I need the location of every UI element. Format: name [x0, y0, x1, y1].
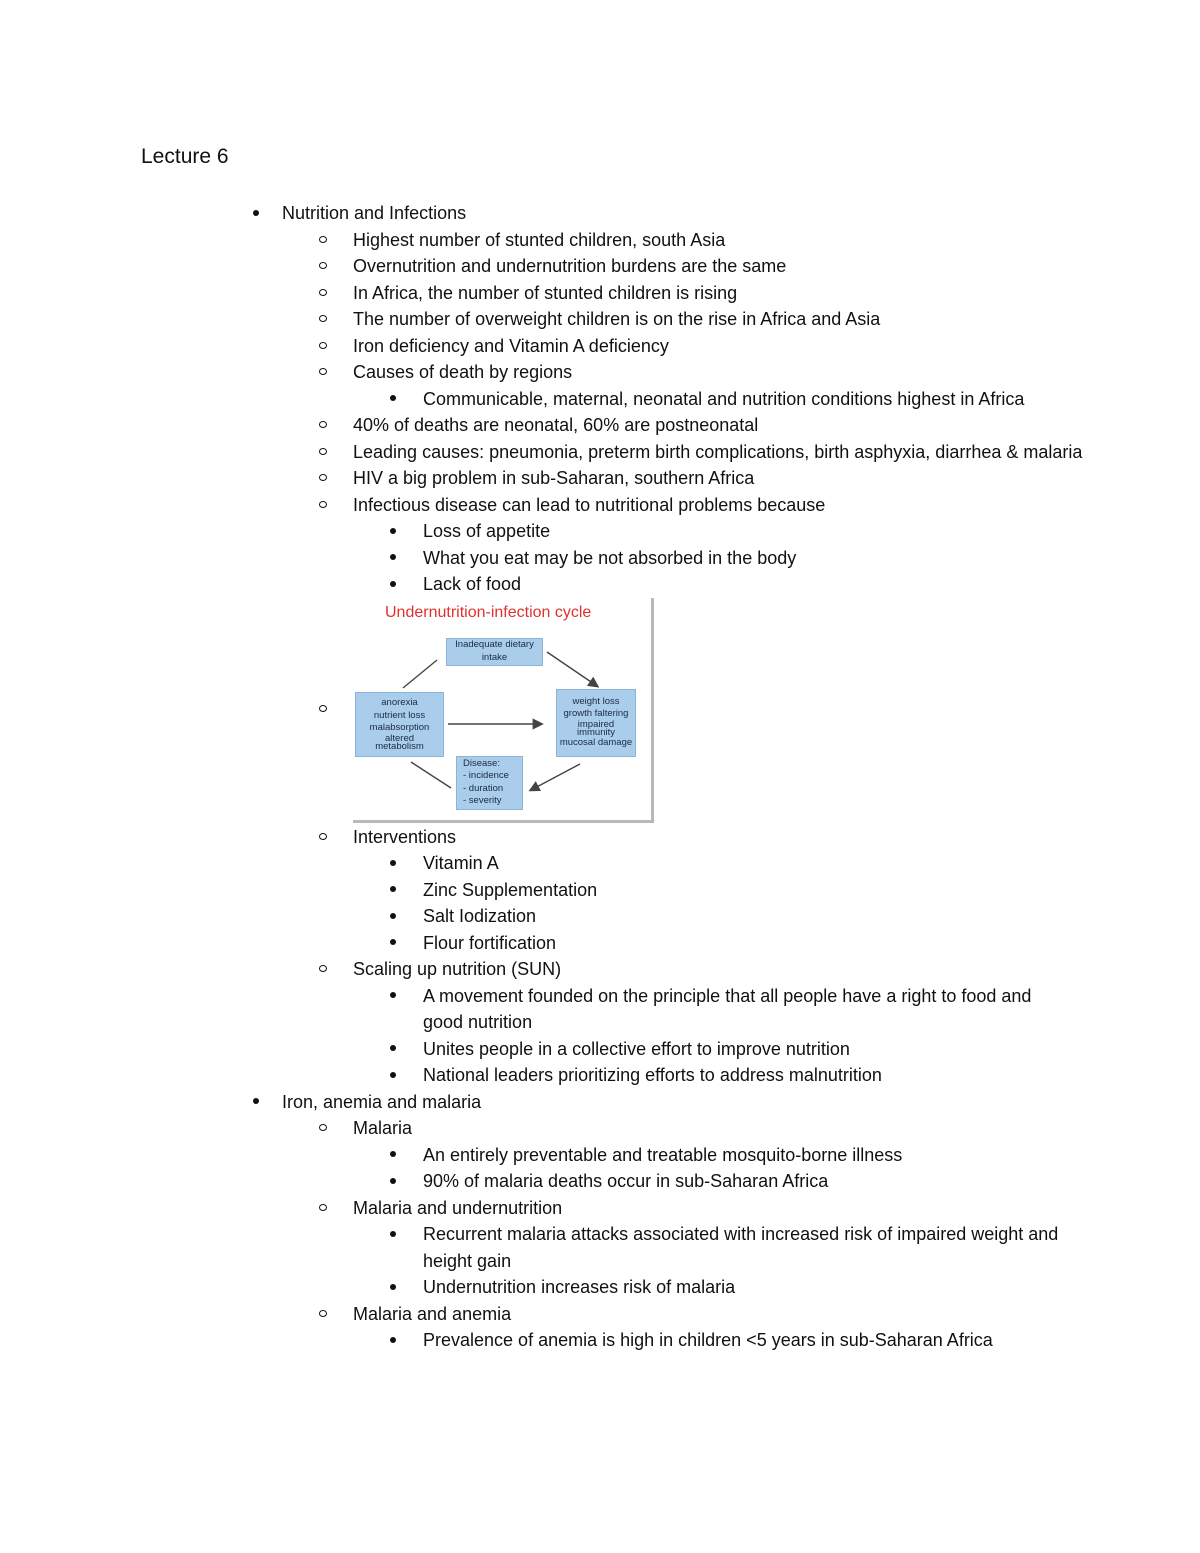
solid-bullet-icon: [390, 850, 396, 877]
outline-item-text: National leaders prioritizing efforts to address malnutrition: [423, 1065, 882, 1085]
outline-item-level-3: [0, 1274, 1063, 1301]
outline-item-level-2: [0, 824, 1200, 851]
outline-item-level-2: [0, 412, 1200, 439]
outline-item-text: Undernutrition increases risk of malaria: [423, 1277, 736, 1297]
solid-bullet-icon: [253, 1089, 259, 1116]
figure-title: Undernutrition-infection cycle: [385, 603, 592, 621]
hollow-bullet-icon: [319, 253, 327, 280]
outline-item-level-2: [0, 492, 1200, 519]
box-text: malabsorption: [369, 722, 430, 734]
diagram-list-item: [0, 598, 1200, 824]
outline-item-level-2: [0, 1195, 1200, 1222]
undernutrition-infection-cycle-figure: [353, 598, 654, 823]
outline-item-text: Salt Iodization: [423, 906, 537, 926]
outline-item-text: Vitamin A: [423, 853, 499, 873]
outline-item-level-2: [0, 227, 1200, 254]
outline-item-text: Scaling up nutrition (SUN): [353, 959, 562, 979]
box-text: growth faltering: [563, 708, 629, 720]
box-text: weight loss: [572, 695, 620, 707]
box-text: Inadequate dietary: [455, 639, 534, 650]
outline-item-level-3: [0, 877, 1063, 904]
outline-item-level-2: [0, 333, 1200, 360]
outline-item-level-3: [0, 1168, 1063, 1195]
outline-section-continued: [0, 824, 1200, 1354]
outline-item-text: Iron deficiency and Vitamin A deficiency: [353, 335, 669, 356]
solid-bullet-icon: [390, 983, 396, 1010]
box-text: anorexia: [381, 697, 418, 709]
box-text: metabolism: [375, 740, 424, 752]
outline-item-level-2: [0, 465, 1200, 492]
outline-item-level-3: [0, 545, 1063, 572]
box-text: immunity: [576, 726, 615, 738]
solid-bullet-icon: [390, 903, 396, 930]
outline-item-level-3: [0, 1327, 1063, 1354]
outline-item-level-3: [0, 571, 1063, 598]
outline-item-level-3: [0, 1062, 1063, 1089]
solid-bullet-icon: [390, 1142, 396, 1169]
outline-item-text: Prevalence of anemia is high in children <5 years in sub-Saharan Africa: [423, 1330, 993, 1350]
outline-item-text: An entirely preventable and treatable mosquito-borne illness: [423, 1144, 903, 1165]
outline-item-text: Iron, anemia and malaria: [282, 1091, 482, 1112]
outline-item-text: The number of overweight children is on the rise in Africa and Asia: [353, 309, 881, 329]
outline-item-text: Malaria and anemia: [353, 1303, 512, 1324]
outline-item-text: In Africa, the number of stunted children is rising: [353, 282, 738, 303]
hollow-bullet-icon: [319, 492, 327, 519]
box-anorexia: [355, 692, 444, 757]
arrow-left-to-top: [403, 660, 437, 688]
outline-item-level-2: [0, 956, 1200, 983]
outline-item-level-2: [0, 359, 1200, 386]
outline-item-level-2: [0, 1115, 1200, 1142]
outline-item-text: HIV a big problem in sub-Saharan, southern Africa: [353, 468, 755, 488]
solid-bullet-icon: [390, 571, 396, 598]
box-text: altered: [384, 732, 415, 744]
solid-bullet-icon: [390, 518, 396, 545]
outline-item-level-2: [0, 439, 1200, 466]
outline-item-level-3: [0, 1221, 1063, 1274]
outline-item-text: Nutrition and Infections: [282, 203, 467, 223]
arrow-right-to-bottom: [531, 764, 580, 790]
outline-item-text: Zinc Supplementation: [423, 879, 598, 900]
box-text: - incidence: [463, 770, 509, 781]
outline-item-level-1: [0, 200, 1200, 227]
outline-item-text: Highest number of stunted children, south Asia: [353, 229, 726, 250]
outline-item-text: Loss of appetite: [423, 521, 551, 541]
hollow-bullet-icon: [319, 465, 327, 492]
hollow-bullet-icon: [319, 824, 327, 851]
hollow-bullet-icon: [319, 439, 327, 466]
box-weight-loss: [556, 689, 636, 757]
solid-bullet-icon: [390, 1274, 396, 1301]
solid-bullet-icon: [390, 386, 396, 413]
page-title: Lecture 6: [141, 145, 229, 168]
box-text: - duration: [463, 782, 504, 794]
box-text: - severity: [463, 795, 502, 806]
outline-item-text: Unites people in a collective effort to improve nutrition: [423, 1038, 850, 1059]
arrow-bottom-to-left: [411, 762, 451, 788]
solid-bullet-icon: [390, 545, 396, 572]
solid-bullet-icon: [390, 930, 396, 957]
outline-item-level-3: [0, 983, 1063, 1036]
hollow-bullet-icon: [319, 1301, 327, 1328]
hollow-bullet-icon: [319, 1195, 327, 1222]
outline-section-nutrition: [0, 200, 1200, 598]
hollow-bullet-icon: [319, 1115, 327, 1142]
outline-item-text: Infectious disease can lead to nutritional problems because: [353, 494, 826, 515]
outline: [0, 200, 1200, 1354]
outline-item-text: Interventions: [353, 826, 457, 847]
box-text: impaired: [577, 718, 615, 730]
outline-item-level-3: [0, 386, 1063, 413]
box-text: intake: [481, 651, 508, 663]
outline-item-level-3: [0, 930, 1063, 957]
solid-bullet-icon: [390, 1036, 396, 1063]
hollow-bullet-icon: [319, 412, 327, 439]
hollow-bullet-icon: [319, 359, 327, 386]
box-text: nutrient loss: [373, 709, 426, 721]
outline-item-level-2: [0, 306, 1200, 333]
outline-item-level-3: [0, 903, 1063, 930]
outline-item-text: What you eat may be not absorbed in the body: [423, 547, 797, 568]
box-disease: [456, 756, 523, 810]
box-text: Disease:: [463, 757, 500, 769]
solid-bullet-icon: [390, 877, 396, 904]
outline-item-text: Malaria: [353, 1118, 413, 1138]
solid-bullet-icon: [390, 1168, 396, 1195]
outline-item-level-1: [0, 1089, 1200, 1116]
outline-item-text: 40% of deaths are neonatal, 60% are postneonatal: [353, 415, 759, 435]
outline-item-level-3: [0, 1036, 1063, 1063]
outline-item-text: Flour fortification: [423, 932, 557, 953]
box-text: mucosal damage: [559, 736, 633, 748]
outline-item-text: Communicable, maternal, neonatal and nutrition conditions highest in Africa: [423, 388, 1025, 409]
solid-bullet-icon: [390, 1221, 396, 1248]
solid-bullet-icon: [253, 200, 259, 227]
hollow-bullet-icon: [319, 227, 327, 254]
outline-item-text: Causes of death by regions: [353, 362, 573, 382]
hollow-bullet-icon: [319, 280, 327, 307]
outline-item-text: Malaria and undernutrition: [353, 1197, 563, 1218]
arrow-top-to-right: [547, 652, 597, 686]
hollow-bullet-icon: [319, 333, 327, 360]
hollow-bullet-icon: [319, 698, 327, 725]
box-inadequate-intake: [446, 638, 543, 666]
outline-item-text: Leading causes: pneumonia, preterm birth complications, birth asphyxia, diarrhea & malaria: [353, 441, 1083, 462]
outline-item-text: 90% of malaria deaths occur in sub-Saharan Africa: [423, 1171, 829, 1191]
outline-item-level-3: [0, 850, 1063, 877]
outline-item-level-2: [0, 280, 1200, 307]
outline-item-level-3: [0, 518, 1063, 545]
outline-item-text: Lack of food: [423, 574, 522, 594]
solid-bullet-icon: [390, 1062, 396, 1089]
outline-item-level-2: [0, 1301, 1200, 1328]
hollow-bullet-icon: [319, 306, 327, 333]
solid-bullet-icon: [390, 1327, 396, 1354]
outline-item-text: Recurrent malaria attacks associated with increased risk of impaired weight and height gain: [423, 1224, 1059, 1271]
outline-item-text: A movement founded on the principle that all people have a right to food and good nutrition: [423, 985, 1032, 1032]
outline-item-level-2: [0, 253, 1200, 280]
outline-item-text: Overnutrition and undernutrition burdens are the same: [353, 256, 787, 276]
hollow-bullet-icon: [319, 956, 327, 983]
outline-item-level-3: [0, 1142, 1063, 1169]
